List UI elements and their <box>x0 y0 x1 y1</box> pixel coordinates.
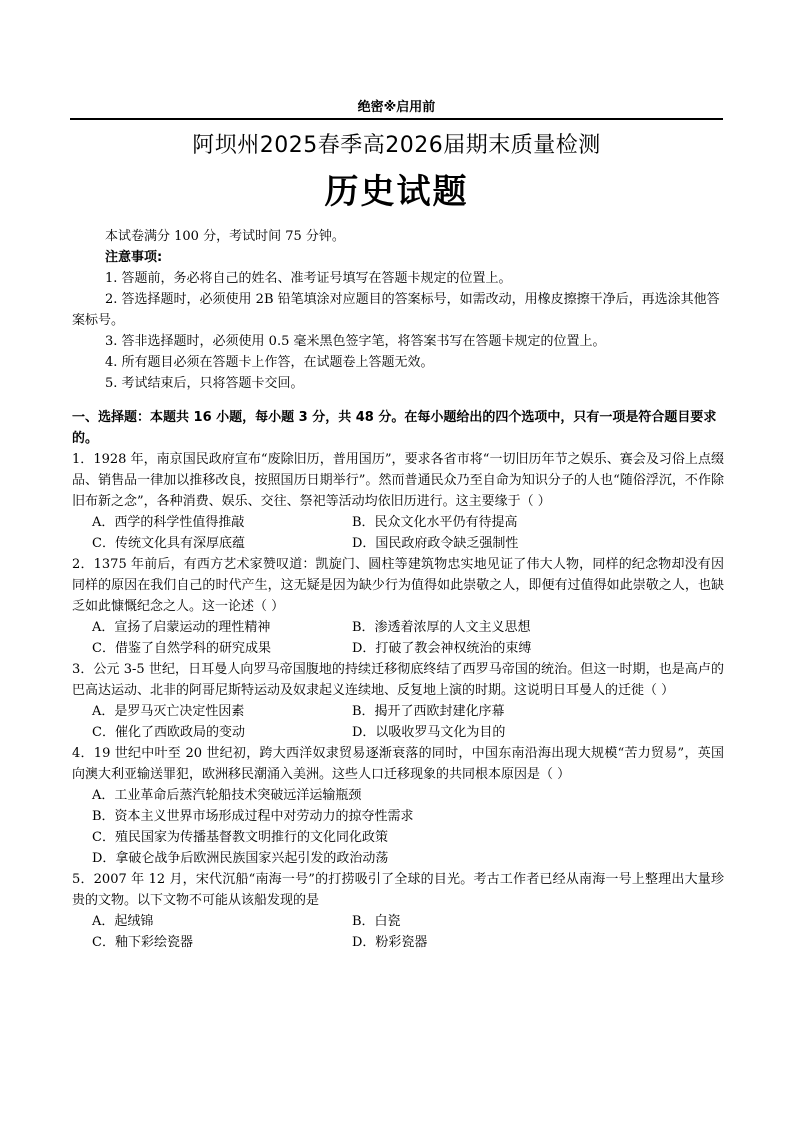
question-stem: 3．公元 3-5 世纪，日耳曼人向罗马帝国腹地的持续迁移彻底终结了西罗马帝国的统治。但这一时期，也是高卢的巴高达运动、北非的阿哥尼斯特运动及奴隶起义连续地、反复地上演的时期。这说明日耳曼人的迁徙（ ） <box>72 662 724 698</box>
option: D．拿破仑战争后欧洲民族国家兴起引发的政治动荡 <box>92 851 389 866</box>
option: C．催化了西欧政局的变动 <box>92 725 245 740</box>
question-options <box>72 617 724 659</box>
notice-heading: 注意事项: <box>105 250 163 265</box>
option: B．渗透着浓厚的人文主义思想 <box>352 620 531 635</box>
option: A．是罗马灭亡决定性因素 <box>92 704 245 719</box>
option: B．民众文化水平仍有待提高 <box>352 515 518 530</box>
notice-item: 5. 考试结束后，只将答题卡交回。 <box>105 376 304 391</box>
exam-content <box>72 226 724 953</box>
question-options <box>72 701 724 743</box>
option: C．殖民国家为传播基督教文明推行的文化同化政策 <box>92 830 388 845</box>
notice-item: 1. 答题前，务必将自己的姓名、准考证号填写在答题卡规定的位置上。 <box>105 271 512 286</box>
question-stem: 1．1928 年，南京国民政府宣布“废除旧历，普用国历”，要求各省市将“一切旧历年节之娱乐、赛会及习俗上点缀品、销售品一律加以推移改良，按照国历日期举行”。然而普通民众乃至自命为知识分子的人也“随俗浮沉，不作除旧布新之念”，各种消费、娱乐、交往、祭祀等活动均依旧历进行。这主要缘于（ ） <box>72 452 724 509</box>
exam-meta: 本试卷满分 100 分，考试时间 75 分钟。 <box>105 229 345 244</box>
option: C．釉下彩绘瓷器 <box>92 935 193 950</box>
notice-item: 3. 答非选择题时，必须使用 0.5 毫米黑色签字笔，将答案书写在答题卡规定的位置上。 <box>105 334 606 349</box>
question-options <box>72 512 724 554</box>
question-options <box>72 785 724 869</box>
option: D．粉彩瓷器 <box>352 935 428 950</box>
option: D．打破了教会神权统治的束缚 <box>352 641 532 656</box>
exam-title: 阿坝州2025春季高2026届期末质量检测 <box>192 133 601 158</box>
option: C．借鉴了自然学科的研究成果 <box>92 641 271 656</box>
question-stem: 5．2007 年 12 月，宋代沉船“南海一号”的打捞吸引了全球的目光。考古工作者已经从南海一号上整理出大量珍贵的文物。以下文物不可能从该船发现的是 <box>72 872 724 908</box>
option: A．宣扬了启蒙运动的理性精神 <box>92 620 271 635</box>
section-heading: 一、选择题：本题共 16 小题，每小题 3 分，共 48 分。在每小题给出的四个选项中，只有一项是符合题目要求的。 <box>72 410 717 446</box>
subject-title: 历史试题 <box>324 172 469 212</box>
notice-item: 2. 答选择题时，必须使用 2B 铅笔填涂对应题目的答案标号，如需改动，用橡皮擦擦干净后，再选涂其他答案标号。 <box>72 292 720 328</box>
confidential-label: 绝密※启用前 <box>357 100 436 115</box>
option: C．传统文化具有深厚底蕴 <box>92 536 245 551</box>
header-rule <box>70 118 723 120</box>
option: B．资本主义世界市场形成过程中对劳动力的掠夺性需求 <box>92 809 414 824</box>
question-stem: 2．1375 年前后，有西方艺术家赞叹道：凯旋门、圆柱等建筑物忠实地见证了伟大人物，同样的纪念物却没有因同样的原因在我们自己的时代产生，这无疑是因为缺少行为值得如此崇敬之人，即便有过值得如此崇敬之人，也缺乏如此慷慨纪念之人。这一论述（ ） <box>72 557 724 614</box>
option: A．工业革命后蒸汽轮船技术突破远洋运输瓶颈 <box>92 788 362 803</box>
option: A．起绒锦 <box>92 914 154 929</box>
question-stem: 4．19 世纪中叶至 20 世纪初，跨大西洋奴隶贸易逐渐衰落的同时，中国东南沿海出现大规模“苦力贸易”，英国向澳大利亚输送罪犯，欧洲移民潮涌入美洲。这些人口迁移现象的共同根本原因是（ ） <box>72 746 724 782</box>
option: D．以吸收罗马文化为目的 <box>352 725 506 740</box>
option: A．西学的科学性值得推敲 <box>92 515 245 530</box>
option: D．国民政府政令缺乏强制性 <box>352 536 519 551</box>
option: B．白瓷 <box>352 914 401 929</box>
option: B．揭开了西欧封建化序幕 <box>352 704 505 719</box>
question-options <box>72 911 724 953</box>
notice-item: 4. 所有题目必须在答题卡上作答，在试题卷上答题无效。 <box>105 355 434 370</box>
